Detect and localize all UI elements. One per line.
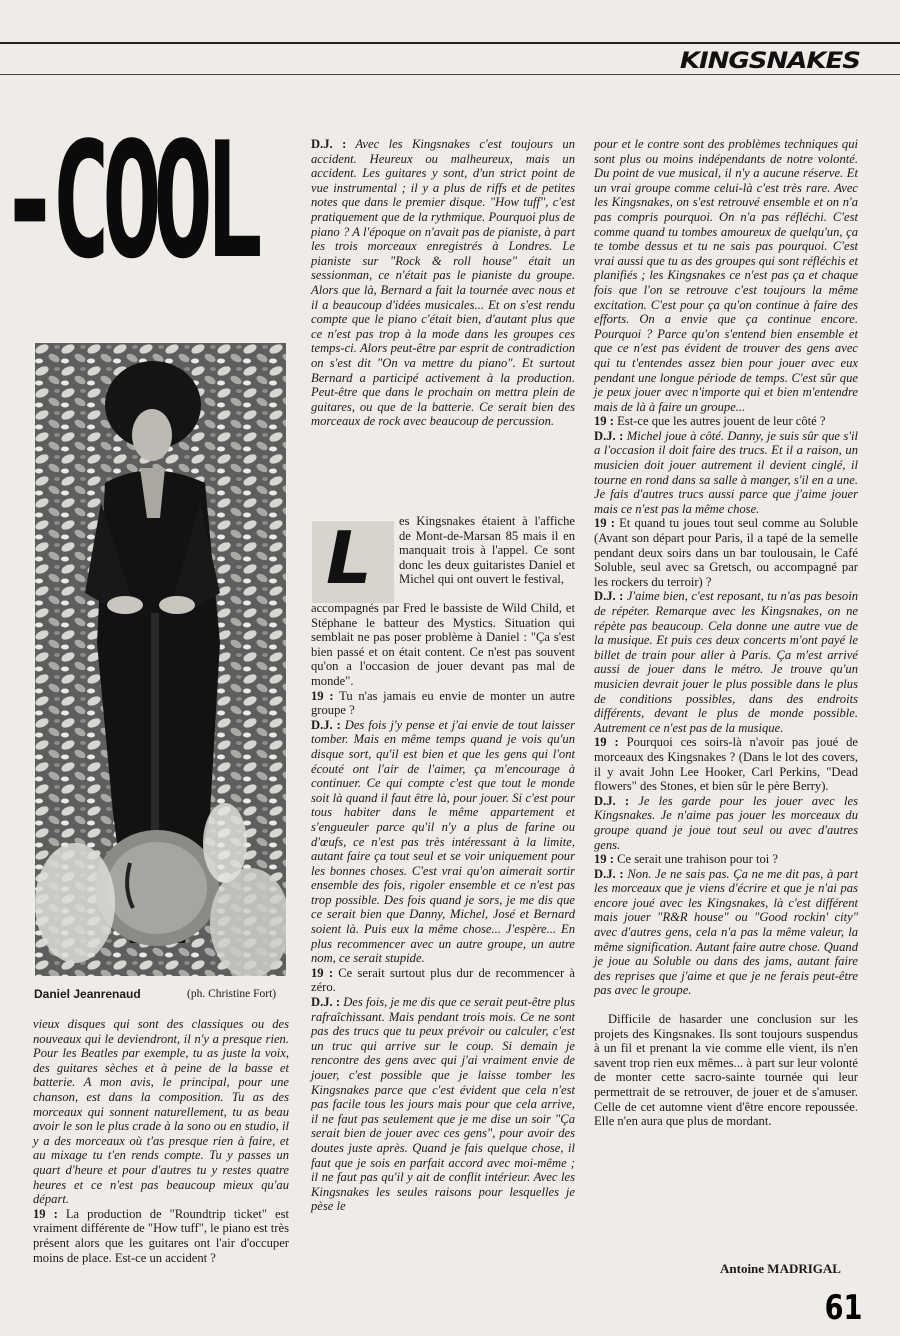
question-text: Et quand tu joues tout seul comme au Soluble (Avant son départ pour Paris, il a tapé de la semelle pendant deux soirs dans un bar toulousain, le Café Soluble, seul avec sa Gretsch, ou accompagné par les rockers du terroir) ? bbox=[594, 516, 858, 589]
answer-text: J'aime bien, c'est reposant, tu n'as pas besoin de répéter. Remarque avec les Kingsnakes, on ne répète pas beaucoup. Cela donne une autre vue de la musique. Et puis ces deux concerts m'ont payé le billet de train pour aller à Paris. Ça m'est arrivé aussi de jouer dans le métro. Je trouve qu'un musicien devrait jouer le plus possible dans le plus de conditions possibles, dans des endroits différents, devant le plus de monde possible. Autrement ce n'est pas de la musique. bbox=[594, 589, 858, 735]
answer-paragraph bbox=[594, 429, 858, 517]
question-text: Ce serait une trahison pour toi ? bbox=[617, 852, 778, 867]
section-header-brand: KINGSNAKES bbox=[679, 48, 860, 74]
answer-paragraph bbox=[311, 718, 575, 966]
answer-text: Michel joue à côté. Danny, je suis sûr que s'il a l'occasion il doit faire des trucs. Et il a raison, un musicien doit jouer autrement il devient cinglé, il tourne en rond dans sa salle à manger, s'il en a une. Je fais d'autres trucs aussi parce que j'aime jouer mais ce n'est pas la même chose. bbox=[594, 428, 858, 516]
question-text: Tu n'as jamais eu envie de monter un autre groupe ? bbox=[311, 688, 576, 718]
column-2-top-text bbox=[311, 137, 575, 429]
question-label: 19 : bbox=[33, 1206, 58, 1221]
question-text: Pourquoi ces soirs-là n'avoir pas joué de morceaux des Kingsnakes ? (Dans le lot des covers, il y avait John Lee Hooker, Carl Perkins, "Dead flowers" des Stones, et bien sûr le père Berry). bbox=[594, 735, 858, 794]
column-1-text bbox=[33, 1017, 289, 1265]
answer-paragraph bbox=[594, 867, 858, 998]
photo-illustration bbox=[35, 343, 286, 976]
question-text: Est-ce que les autres jouent de leur côté ? bbox=[617, 414, 826, 429]
question-paragraph bbox=[594, 414, 858, 429]
question-label: 19 : bbox=[594, 516, 615, 531]
answer-paragraph bbox=[311, 995, 575, 1214]
top-rule-thin bbox=[0, 74, 900, 75]
answer-text: Je les garde pour les jouer avec les Kingsnakes. Je n'aime pas jouer les morceaux du groupe quand je joue tout seul ou avec d'autres gens. bbox=[594, 793, 858, 852]
answer-text: Des fois, je me dis que ce serait peut-être plus rafraîchissant. Mais pendant trois mois. Ce ne sont pas des trucs que tu peux prévoir ou calculer, c'est un truc qui arrive sur le coup. Si demain je rencontre des gens avec qui j'ai vraiment envie de jouer, c'est possible que je laisse tomber les Kingsnakes parce que c'est évident que cela n'est pas facile tous les jours mais pour que cela arrive, il ne faut pas seulement que je me dise un soir "Ça serait bien de jouer avec ces gens", pour avoir des doutes juste après. Quand je fais quelque chose, il faut que je sois en parfait accord avec moi-même ; il ne faut pas qu'il y ait de conflit intérieur. Avec les Kingsnakes les seules raisons pour lesquelles je pèse le bbox=[311, 995, 575, 1214]
page-number: 61 bbox=[824, 1288, 863, 1328]
intro-paragraph: es Kingsnakes étaient à l'affiche de Mont-de-Marsan 85 mais il en manquait trois à l'appel. Ce sont donc les deux guitaristes Daniel et Michel qui ont ouvert le festival, bbox=[399, 514, 575, 587]
question-label: 19 : bbox=[594, 414, 614, 429]
question-text: La production de "Roundtrip ticket" est vraiment différente de "How tuff", le piano est très présent alors que les guitares ont l'air d'occuper moins de place. Est-ce un accident ? bbox=[33, 1206, 290, 1265]
answer-paragraph bbox=[311, 137, 575, 429]
question-paragraph bbox=[311, 966, 575, 995]
answer-label: D.J. : bbox=[594, 793, 630, 808]
top-rule bbox=[0, 42, 900, 44]
answer-text: Avec les Kingsnakes c'est toujours un accident. Heureux ou malheureux, mais un accident. Les guitares y sont, d'un strict point de vue instrumental ; il y a plus de riffs et de petites notes que dans le premier disque. "How tuff", c'est pratiquement que de la rythmique. Pourquoi plus de piano ? A l'époque on n'avait pas de pianiste, à part les trois morceaux enregistrés à Londres. Le pianiste sur "Rock & roll house" était un sessionman, ce n'était pas le pianiste du groupe. Alors que là, Bernard a fait la tournée avec nous et il a beaucoup d'idées musicales... Et on s'est rendu compte que le piano c'était bien, d'autant plus que ce n'est pas trop à la mode dans les groupes ces temps-ci. Alors peut-être par esprit de contradiction on s'est dit "On va mettre du piano". Et surtout Bernard a participé activement à la production. Peut-être que dans le prochain on mettra plein de guitares, ou que de la batterie. Ce serait bien des morceaux de rock avec beaucoup de percussion. bbox=[311, 137, 576, 429]
answer-paragraph: pour et le contre sont des problèmes techniques qui sont plus ou moins indépendants de notre volonté. Du point de vue musical, il n'y a aucune réserve. Et un vrai groupe comme celui-là c'est très rare. Avec les Kingsnakes, on s'est retrouvé ensemble et on n'a pas compris pourquoi. On n'a pas réfléchi. C'est comme quand tu tombes amoureux de quelqu'un, ça te tombe dessus et tu ne sais pas pourquoi. C'est vrai aussi que tu as des groupes qui sont réfléchis et planifiés ; les Kingsnakes ce n'est pas ça et chaque fois que l'on se retrouve c'est toujours la même excitation. C'est pour ça qu'on continue à faire des efforts. On a envie que ça continue encore. Pourquoi ? Parce qu'on s'entend bien ensemble et que ce n'est pas évident de trouver des gens avec qui tu t'entendes assez bien pour jouer avec eux pendant une longue période de temps. C'est sûr que je peux jouer avec n'importe qui et bien m'entendre mais de là à faire un groupe... bbox=[594, 137, 858, 414]
conclusion-paragraph: Difficile de hasarder une conclusion sur les projets des Kingsnakes. Ils sont toujours suspendus à un fil et prenant la vie comme elle vient, ils n'en savent trop rien eux mêmes... à part sur leur volonté de monter cette sacro-sainte tournée qui leur permettrait de se retrouver, de jouer et de s'amuser. Celle de cet automne vient d'être encore repoussée. Elle n'en aura que plus de mordant. bbox=[594, 1012, 858, 1129]
answer-paragraph bbox=[594, 589, 858, 735]
column-2-intro-first bbox=[399, 514, 575, 587]
question-paragraph bbox=[594, 516, 858, 589]
drop-cap bbox=[312, 516, 394, 603]
answer-label: D.J. : bbox=[311, 137, 347, 151]
column-2-main-text bbox=[311, 601, 575, 1214]
photo-daniel-jeanrenaud bbox=[35, 343, 286, 976]
paragraph: vieux disques qui sont des classiques ou des nouveaux qui le deviendront, il n'y a presque rien. Pour les Beatles par exemple, tu as juste la voix, des guitares sèches et à peine de la basse et batterie. A mon avis, le principal, pour une chanson, est dans la composition. Tu as des morceaux qui sonnent naturellement, tu as beau avoir le son le plus crade à la sono ou en studio, il y a des morceaux où t'as presque rien à faire, et au mixage tu t'en rends compte. Tu y passes un quart d'heure et pour d'autres tu y restes quatre heures et ce n'est pas beaucoup mieux qu'au départ. bbox=[33, 1017, 289, 1207]
intro-paragraph-rest: accompagnés par Fred le bassiste de Wild Child, et Stéphane le batteur des Mystics. Situation qui semblait ne pas poser problème à Daniel : "Ça s'est bien passé et on était content. Ce n'est pas souvent qu'on a l'occasion de jouer devant pas mal de monde". bbox=[311, 601, 575, 688]
answer-label: D.J. : bbox=[311, 995, 341, 1010]
question-label: 19 : bbox=[311, 965, 334, 980]
answer-label: D.J. : bbox=[311, 717, 341, 732]
photo-caption-credit: (ph. Christine Fort) bbox=[187, 988, 277, 1000]
question-text: Ce serait surtout plus dur de recommencer à zéro. bbox=[311, 965, 575, 995]
question-paragraph bbox=[594, 852, 858, 867]
photo-caption-name: Daniel Jeanrenaud bbox=[34, 987, 141, 1001]
answer-text: Des fois j'y pense et j'ai envie de tout laisser tomber. Mais en même temps quand je vois qu'un disque sort, qu'il est bien et que les gens qui l'ont écouté ont l'air de l'aimer, ça m'encourage à continuer. Ce qui compte c'est que tout le monde soit là quand il faut être là, pour jouer. Si c'est pour tous habiter dans le même appartement et s'engueuler parce qu'il n'y a plus de farine ou d'œufs, ce n'est pas très intéressant à la limite, autant faire ça tout seul et se voir uniquement pour les bonnes choses. C'est vrai qu'on aimerait sortir ensemble des fois, rigoler ensemble et ce n'est pas trop possible. Des fois quand je sors, je me dis que ce serait bien que Danny, Michel, José et Bernard soient là. Puis eux la même chose... J'espère... En plus recommencer avec un autre groupe, un autre nom, ce serait stupide. bbox=[311, 717, 576, 966]
question-paragraph bbox=[33, 1207, 289, 1265]
author-signature: Antoine MADRIGAL bbox=[720, 1261, 841, 1276]
answer-label: D.J. : bbox=[594, 866, 624, 881]
question-paragraph bbox=[311, 689, 575, 718]
question-label: 19 : bbox=[594, 852, 614, 867]
article-title: -COOL bbox=[0, 107, 256, 294]
question-paragraph bbox=[594, 735, 858, 793]
question-label: 19 : bbox=[311, 688, 334, 703]
column-3-text bbox=[594, 137, 858, 1129]
answer-label: D.J. : bbox=[594, 428, 624, 443]
question-label: 19 : bbox=[594, 735, 619, 750]
answer-paragraph bbox=[594, 794, 858, 852]
answer-text: Non. Je ne sais pas. Ça ne me dit pas, à part les morceaux que je viens d'écrire et que je n'ai pas encore joué avec les Kingsnakes, là c'est différent mais jouer "R&R house" ou "Good rockin' city" avec d'autres gens, cela n'a pas la même valeur, la même signification. Autant faire autre chose. Quand je joue au Soluble ou dans des jams, autant faire des reprises que j'aime et que je ne ferais peut-être pas avec le groupe. bbox=[594, 866, 858, 998]
drop-cap-letter: L bbox=[326, 516, 372, 600]
answer-label: D.J. : bbox=[594, 589, 624, 604]
